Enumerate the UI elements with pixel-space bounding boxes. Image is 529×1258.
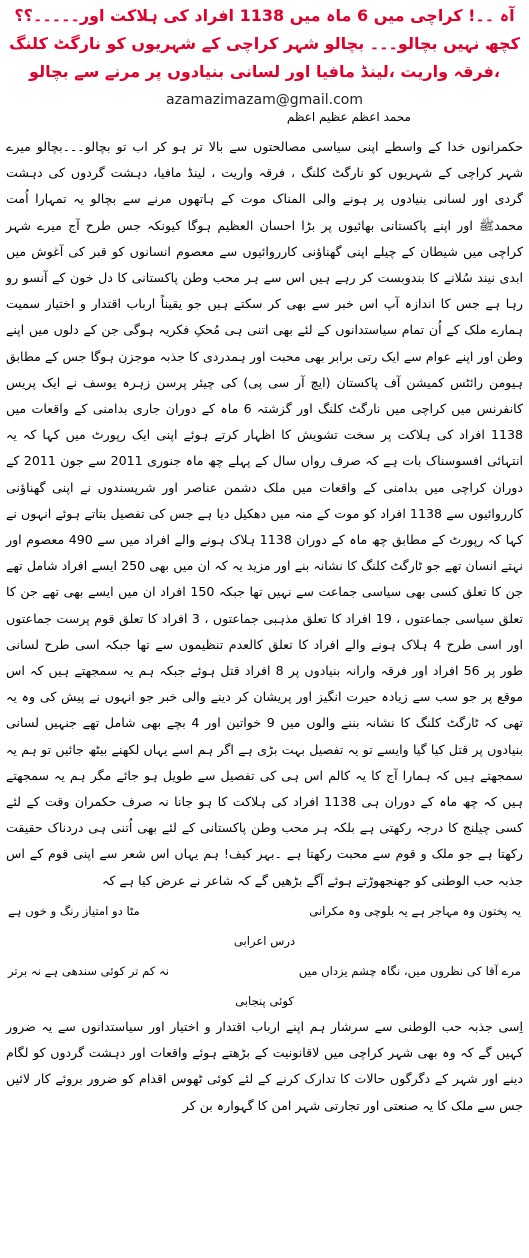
poem-line: مرے آقا کی نظروں میں، نگاہ چشم یزداں میں — [298, 963, 521, 978]
poem-line: مٹا دو امتیاز رنگ و خوں ہے — [8, 903, 140, 918]
article-body — [6, 134, 523, 894]
paragraph-1: حکمرانوں خدا کے واسطے اپنی سیاسی مصالحتوں سے بالا تر ہو کر اب تو بچالو۔۔۔بچالو میرے شہر کراچی کے شہریوں کو نارگٹ کلنگ ، فرقہ واریت ، لینڈ مافیا، دہشت گردوں کی دہشت گردی اور لسانی بنیادوں پر ہونے والی المناک موت کے ہاتھوں مرنے سے بچالو یہ تمہارا اُمت محمدﷺ اور اپنے پاکستانی بھائیوں پر بڑا احسان العظیم ہوگا کیونکہ جس طرح آج میرے شہر کراچی میں شیطان کے چیلے اپنی گھناؤنی کارروائیوں سے معصوم انسانوں کو قبر کی آغوش میں ابدی نیند سُلانے کا بندوبست کر رہے ہیں اس سے ہر محب وطن پاکستانی کا دل خون کے آنسو رو رہا ہے جس کا اندازہ آپ اس خبر سے بھی کر سکتے ہیں جو یقیناً ارباب اقتدار و اختیار سمیت ہمارے ملک کے اُن تمام سیاستدانوں کے لئے بھی اتنی ہی مُحکِ فکریہ ہوگی جن کے دلوں میں اپنے وطن اور اپنے عوام سے ایک رتی برابر بھی محبت اور ہمدردی کا جذبہ موجزن ہوگا جس کے مطابق ہیومن رائٹس کمیشن آف پاکستان (ایچ آر سی پی) کی چیئر پرسن زہرہ یوسف نے ایک پریس کانفرنس میں کراچی میں نارگٹ کلنگ اور گزشتہ 6 ماہ کے دوران جاری بدامنی کے واقعات میں 1138 افراد کی ہلاکت پر سخت تشویش کا اظہار کرتے ہوئے اپنی ایک رپورٹ میں کہا کہ یہ انتہائی افسوسناک بات ہے کہ صرف رواں سال کے پہلے چھ ماہ جنوری 2011 سے جون 2011 کے دوران کراچی میں بدامنی کے واقعات میں ملک دشمن عناصر اور شرپسندوں نے اپنی گھناؤنی کارروائیوں سے 1138 افراد کو موت کے منہ میں دھکیل دیا ہے جس کی تفصیل بتاتے ہوئے انہوں نے کہا کہ رپورٹ کے مطابق چھ ماہ کے دوران 1138 ہلاک ہونے والے افراد میں سے 490 معصوم اور نہتے انسان تھے جو ٹارگٹ کلنگ کا نشانہ بنے اور مزید یہ کہ ان میں بھی 250 ایسے افراد شامل تھے جن کا تعلق کسی بھی سیاسی جماعت سے نہیں تھا جبکہ 150 افراد ان میں ایسے بھی تھے جن کا تعلق سیاسی جماعتوں ، 19 افراد کا تعلق مذہبی جماعتوں ، 3 افراد کا تعلق قوم پرست جماعتوں اور اسی طرح 4 ہلاک ہونے والے افراد کا تعلق کالعدم تنظیموں سے تھا جبکہ اسی طرح لسانی طور پر 56 افراد اور فرقہ وارانہ بنیادوں پر 8 افراد قتل ہوئے جبکہ ہم یہ سمجھتے ہیں کہ اس موقع پر جو سب سے زیادہ حیرت انگیز اور پریشان کر دینے والی خبر جو انہوں نے پیش کی وہ یہ تھی کہ ٹارگٹ کلنگ کا نشانہ بننے والوں میں 9 خواتین اور 4 بچے بھی شامل تھے جنہیں لسانی بنیادوں پر قتل کیا گیا وایسے تو یہ تفصیل بہت بڑی ہے اگر ہم اسے یہاں لکھنے بیٹھ جائیں تو ہم یہ سمجھتے ہیں کہ ہمارا آج کا یہ کالم اس ہی کی تفصیل سے طویل ہو جائے مگر ہم یہ سمجھتے ہیں کہ چھ ماہ کے دوران ہی 1138 افراد کی ہلاکت کا ہو جانا نہ صرف حکمران وقت کے لئے کسی چیلنج کا درجہ رکھتی ہے بلکہ ہر محب وطن پاکستانی کے لئے بھی اُتنی ہی دردناک حقیقت رکھتا ہے جو ملک و قوم سے محبت رکھتا ہے ۔بہر کیف! ہم یہاں اس شعر سے اپنی قوم کے اس جذبہ حب الوطنی کو جھنجھوڑتے ہوئے آگے بڑھیں گے کہ شاعر نے عرض کیا ہے کہ — [6, 139, 524, 888]
poem-couplet-2 — [0, 954, 529, 988]
author-email: azamazimazam@gmail.com — [166, 92, 363, 108]
poem-couplet-1 — [0, 894, 529, 928]
author-name: محمد اعظم عظیم اعظم — [286, 110, 411, 124]
poem-line: یہ پختون وہ مہاجر ہے یہ بلوچی وہ مکرانی — [309, 903, 521, 918]
article-body-continued — [6, 1014, 523, 1119]
poem — [0, 894, 529, 1014]
article-title: آہ ۔۔! کراچی میں 6 ماہ میں 1138 افراد کی ہلاکت اور۔۔۔۔۔؟؟ کچھ نہیں بچالو۔۔۔ بچالو شہر کراچی کے شہریوں کو نارگٹ کلنگ ،فرقہ واریت ،لینڈ مافیا اور لسانی بنیادوں پر مرنے سے بچالو — [9, 6, 520, 81]
paragraph-2: اِسی جذبہ حب الوطنی سے سرشار ہم اپنے ارباب اقتدار و اختیار اور سیاستدانوں سے یہ ضرور کہیں گے کہ وہ بھی شہر کراچی میں لاقانونیت کے بڑھتے ہوئے واقعات اور دہشت گردوں کو لگام دینے اور شہر کے دگرگوں حالات کا تدارک کرنے کے لئے کوئی ٹھوس اقدام کو ضرور بروئے کار لائیں جس سے ملک کا یہ صنعتی اور تجارتی شہر امن کا گہوارہ بن کر — [6, 1018, 523, 1113]
poem-stanza-title: کوئی پنجابی — [235, 993, 294, 1008]
poem-line: نہ کم تر کوئی سندھی ہے نہ برتر — [8, 963, 170, 978]
poem-stanza-title: درس اعرابی — [233, 933, 296, 948]
